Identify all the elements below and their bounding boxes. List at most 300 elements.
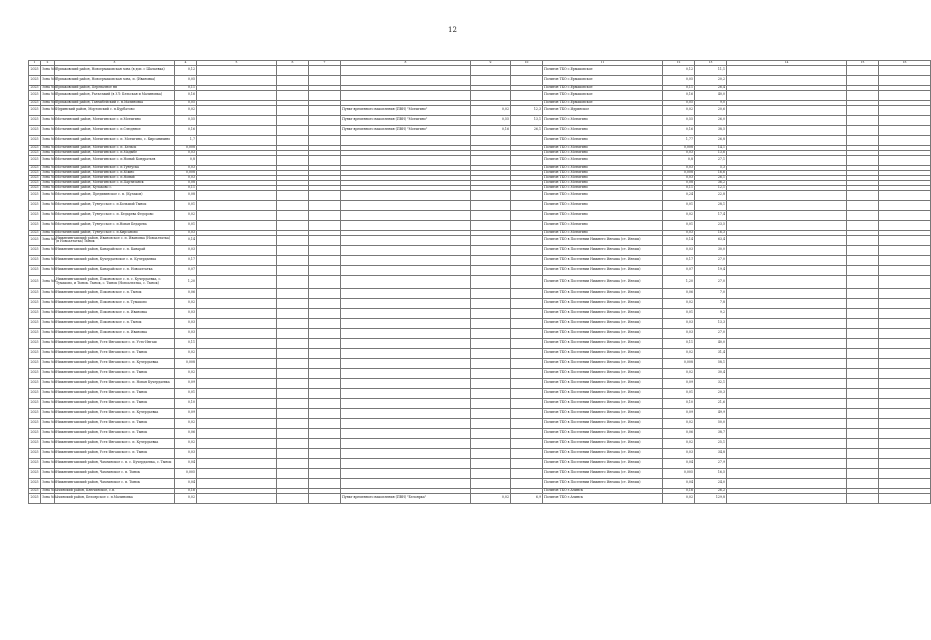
empty-cell: [197, 210, 277, 220]
table-row: [29, 428, 931, 438]
distance-cell: 14,1: [695, 145, 727, 150]
empty-cell: [847, 105, 879, 115]
final-volume-cell: 1,20: [663, 275, 695, 288]
year-cell: 2025: [30, 164, 39, 169]
empty-cell: [727, 358, 847, 368]
distance-cell: 27,0: [695, 275, 727, 288]
table-row: [29, 493, 931, 503]
year-cell: 2025: [30, 174, 39, 179]
zone-cell: Зона №8: [42, 169, 56, 174]
final-volume-cell: 0,06: [663, 428, 695, 438]
empty-cell: [309, 255, 341, 265]
volume-cell: 0,03: [175, 165, 197, 170]
distance-cell: 16,5: [695, 468, 727, 478]
final-volume-cell: 0,01: [663, 200, 695, 210]
empty-cell: [277, 235, 309, 245]
table-row: [29, 368, 931, 378]
zone-cell: Зона №8: [41, 298, 55, 308]
empty-cell: [847, 115, 879, 125]
settlement-cell: Нижнеингашский район, Усть-Ингашское с. п. Кучердаевка: [55, 358, 175, 368]
empty-cell: [879, 90, 931, 100]
empty-cell: [879, 288, 931, 298]
zone-cell: Зона №8: [41, 155, 55, 165]
interim-site-cell: [341, 378, 471, 388]
empty-cell: [847, 220, 879, 230]
empty-cell: [309, 478, 341, 488]
table-row: [29, 408, 931, 418]
page-number: 12: [448, 26, 457, 34]
interim-distance-cell: [511, 338, 543, 348]
empty-cell: [197, 388, 277, 398]
year-cell: 2025: [29, 135, 41, 145]
interim-site-cell: [341, 358, 471, 368]
table-row: [29, 378, 931, 388]
interim-distance-cell: [511, 468, 543, 478]
volume-cell: 0,55: [175, 115, 197, 125]
empty-cell: [309, 115, 341, 125]
settlement-cell: Мотыгинский район, Мотыгинское с. п. Мотыгино, с. Кирсанихино: [55, 135, 175, 145]
empty-cell: [727, 245, 847, 255]
empty-cell: [847, 265, 879, 275]
table-row: [29, 398, 931, 408]
empty-cell: [197, 478, 277, 488]
empty-cell: [277, 378, 309, 388]
empty-cell: [879, 418, 931, 428]
final-volume-cell: 0,03: [663, 245, 695, 255]
interim-volume-cell: [471, 388, 511, 398]
year-cell: 2025: [29, 318, 41, 328]
distance-cell: 24,0: [695, 478, 727, 488]
table-row: [29, 348, 931, 358]
distance-cell: 7,8: [695, 298, 727, 308]
year-cell: 2025: [29, 235, 41, 245]
interim-site-cell: [341, 398, 471, 408]
empty-cell: [277, 105, 309, 115]
distance-cell: 11,1: [695, 65, 727, 75]
destination-cell: Полигон ТБО с.Мотыгино: [543, 230, 663, 235]
year-cell: 2025: [29, 378, 41, 388]
zone-cell: Зона №8: [41, 493, 55, 503]
empty-cell: [879, 75, 931, 85]
empty-cell: [847, 358, 879, 368]
interim-volume-cell: [471, 190, 511, 200]
interim-volume-cell: [471, 448, 511, 458]
destination-cell: Полигон ТБО в Поселении Нижнего Ингаша (ст. Ингаш): [543, 328, 663, 338]
zone-cell: Зона №8: [41, 115, 55, 125]
empty-cell: [879, 493, 931, 503]
year-cell: 2025: [29, 458, 41, 468]
empty-cell: [309, 398, 341, 408]
distance-cell: 20,3: [695, 388, 727, 398]
empty-cell: [727, 448, 847, 458]
empty-cell: [879, 398, 931, 408]
zone-cell: Зона №8: [41, 125, 55, 135]
interim-distance-cell: [511, 75, 543, 85]
settlement-cell: Нижнеингашский район, Ивановское с. п. Ивановка (Новоалтатка) (в Новоалтатка) Тынок: [55, 235, 175, 245]
zone-cell: Зона №8: [41, 318, 55, 328]
final-volume-cell: 0,02: [663, 438, 695, 448]
settlement-cell: Нижнеингашский район, Усть-Ингашское с. п. Тынок: [55, 428, 175, 438]
year-cell: 2025: [29, 308, 41, 318]
distance-cell: 21,6: [695, 398, 727, 408]
column-number: 16: [879, 61, 931, 66]
interim-volume-cell: [471, 210, 511, 220]
destination-cell: Полигон ТБО в Поселении Нижнего Ингаша (ст. Ингаш): [543, 458, 663, 468]
settlement-cell: Идринский район, Мортовский с. п.Курбатово: [55, 105, 175, 115]
empty-cell: [309, 265, 341, 275]
final-volume-cell: 0,02: [663, 298, 695, 308]
zone-cell: Зона №8: [42, 99, 56, 104]
interim-distance-cell: [511, 155, 543, 165]
settlement-cell: Нижнеингашский район, Усть-Ингашское с. п. Кучердаевка: [55, 408, 175, 418]
empty-cell: [309, 125, 341, 135]
year-cell: 2025: [29, 428, 41, 438]
empty-cell: [879, 65, 931, 75]
final-volume-cell: 0,02: [663, 493, 695, 503]
empty-cell: [197, 75, 277, 85]
zone-cell: Зона №8: [42, 149, 56, 154]
interim-site-cell: Пункт временного накопления (ПВН) "Мотыгино": [341, 125, 471, 135]
empty-cell: [727, 368, 847, 378]
final-volume-cell: 0,03: [663, 150, 695, 155]
empty-cell: [727, 115, 847, 125]
volume-cell: 0,17: [175, 255, 197, 265]
final-volume-cell: 0,11: [663, 338, 695, 348]
empty-cell: [847, 75, 879, 85]
zone-cell: Зона №8: [41, 255, 55, 265]
year-cell: 2025: [29, 298, 41, 308]
empty-cell: [309, 338, 341, 348]
empty-cell: [277, 328, 309, 338]
final-volume-cell: 0,02: [663, 418, 695, 428]
empty-cell: [277, 135, 309, 145]
column-number: 14: [727, 61, 847, 66]
zone-cell: Зона №8: [41, 90, 55, 100]
table-row: [29, 288, 931, 298]
distance-cell: 13,6: [695, 150, 727, 155]
volume-cell: 0,05: [175, 75, 197, 85]
interim-distance-cell: [511, 448, 543, 458]
final-volume-cell: 0,17: [663, 255, 695, 265]
final-volume-cell: 0,07: [663, 265, 695, 275]
zone-cell: Зона №8: [42, 84, 56, 89]
empty-cell: [879, 220, 931, 230]
empty-cell: [277, 448, 309, 458]
interim-site-cell: Пункт временного накопления (ПВН) "Белоярка": [341, 493, 471, 503]
destination-cell: Полигон ТБО с.Мотыгино: [543, 145, 663, 150]
empty-cell: [277, 210, 309, 220]
zone-cell: Зона №8: [41, 458, 55, 468]
year-cell: 2025: [30, 184, 39, 189]
distance-cell: 7,0: [695, 288, 727, 298]
final-volume-cell: 0,10: [663, 398, 695, 408]
interim-site-cell: [341, 155, 471, 165]
distance-cell: 32,1: [695, 378, 727, 388]
destination-cell: Полигон ТБО с.Мотыгино: [543, 190, 663, 200]
final-volume-cell: 0,01: [663, 388, 695, 398]
final-volume-cell: 0,05: [663, 75, 695, 85]
empty-cell: [197, 418, 277, 428]
empty-cell: [309, 155, 341, 165]
final-volume-cell: 0,02: [663, 348, 695, 358]
volume-cell: 0,01: [175, 388, 197, 398]
final-volume-cell: 0,005: [663, 468, 695, 478]
table-row: [29, 338, 931, 348]
destination-cell: Полигон ТБО с.Идринское: [543, 105, 663, 115]
settlement-cell: Мотыгинский район, Мотыгинское с. п.Южно: [55, 170, 175, 175]
zone-cell: Зона №8: [41, 478, 55, 488]
empty-cell: [879, 328, 931, 338]
volume-cell: 0,03: [175, 308, 197, 318]
empty-cell: [847, 235, 879, 245]
empty-cell: [847, 255, 879, 265]
interim-volume-cell: [471, 378, 511, 388]
destination-cell: Полигон ТБО в Поселении Нижнего Ингаша (ст. Ингаш): [543, 338, 663, 348]
volume-cell: 0,8: [175, 155, 197, 165]
table-row: [29, 358, 931, 368]
volume-cell: 0,02: [175, 368, 197, 378]
volume-cell: 0,02: [175, 438, 197, 448]
volume-cell: 0,11: [175, 85, 197, 90]
settlement-cell: Мотыгинский район, Тунгусское с. п.Кирсаново: [55, 230, 175, 235]
empty-cell: [277, 318, 309, 328]
empty-cell: [879, 408, 931, 418]
distance-cell: 30,4: [695, 368, 727, 378]
year-cell: 2025: [29, 220, 41, 230]
empty-cell: [727, 493, 847, 503]
final-volume-cell: 0,01: [663, 220, 695, 230]
table-row: [29, 75, 931, 85]
empty-cell: [727, 65, 847, 75]
settlement-cell: Мотыгинский район, Кулаково с.: [55, 185, 175, 190]
volume-cell: 0,03: [175, 328, 197, 338]
zone-cell: Зона №8: [42, 184, 56, 189]
empty-cell: [847, 190, 879, 200]
distance-cell: 16,3: [695, 230, 727, 235]
interim-volume-cell: [471, 428, 511, 438]
final-volume-cell: 0,16: [663, 488, 695, 493]
table-row: [29, 468, 931, 478]
volume-cell: 0,04: [175, 458, 197, 468]
destination-cell: Полигон ТБО с.Мотыгино: [543, 170, 663, 175]
interim-volume-cell: [471, 298, 511, 308]
interim-site-cell: [341, 448, 471, 458]
destination-cell: Полигон ТБО с.Мотыгино: [543, 180, 663, 185]
volume-cell: 0,02: [175, 418, 197, 428]
empty-cell: [727, 235, 847, 245]
empty-cell: [879, 318, 931, 328]
empty-cell: [277, 478, 309, 488]
destination-cell: Полигон ТБО с.Ермаковское: [543, 65, 663, 75]
table-row: [29, 125, 931, 135]
interim-volume-cell: [471, 318, 511, 328]
distance-cell: 49,9: [695, 408, 727, 418]
empty-cell: [197, 105, 277, 115]
distance-cell: 25,1: [695, 438, 727, 448]
zone-cell: Зона №8: [42, 487, 56, 492]
interim-site-cell: [341, 255, 471, 265]
destination-cell: Полигон ТБО с.Мотыгино: [543, 115, 663, 125]
empty-cell: [309, 378, 341, 388]
empty-cell: [277, 255, 309, 265]
empty-cell: [277, 288, 309, 298]
interim-distance-cell: [511, 408, 543, 418]
empty-cell: [197, 328, 277, 338]
interim-distance-cell: [511, 388, 543, 398]
empty-cell: [309, 135, 341, 145]
final-volume-cell: 0,8: [663, 155, 695, 165]
empty-cell: [879, 368, 931, 378]
interim-distance-cell: [511, 245, 543, 255]
empty-cell: [847, 458, 879, 468]
interim-distance-cell: [511, 235, 543, 245]
destination-cell: Полигон ТБО в Поселении Нижнего Ингаша (ст. Ингаш): [543, 368, 663, 378]
column-number: 3: [55, 61, 175, 66]
column-number: 8: [341, 61, 471, 66]
destination-cell: Полигон ТБО в Поселении Нижнего Ингаша (ст. Ингаш): [543, 358, 663, 368]
empty-cell: [309, 408, 341, 418]
column-number: 1: [29, 61, 41, 66]
empty-cell: [879, 378, 931, 388]
settlement-cell: Мотыгинский район, Тунгусское с. п.Большой Тынок: [55, 200, 175, 210]
settlement-cell: Нижнеингашский район, Поконовское с. п. Ивановка: [55, 308, 175, 318]
interim-site-cell: [341, 288, 471, 298]
empty-cell: [309, 328, 341, 338]
empty-cell: [847, 245, 879, 255]
destination-cell: Полигон ТБО в Поселении Нижнего Ингаша (ст. Ингаш): [543, 298, 663, 308]
empty-cell: [727, 378, 847, 388]
settlement-cell: Ермаковский район, Разъезжий (в ЗЛ: Бэльская и Малиновка): [55, 90, 175, 100]
empty-cell: [309, 358, 341, 368]
empty-cell: [847, 90, 879, 100]
zone-cell: Зона №8: [41, 348, 55, 358]
settlement-cell: Мотыгинский район, Тунгусское с. п. Бедарева Федорово: [55, 210, 175, 220]
interim-distance-cell: 26,1: [511, 125, 543, 135]
interim-distance-cell: [511, 378, 543, 388]
empty-cell: [879, 190, 931, 200]
zone-cell: Зона №8: [41, 368, 55, 378]
column-number: 13: [695, 61, 727, 66]
empty-cell: [879, 210, 931, 220]
interim-site-cell: [341, 478, 471, 488]
zone-cell: Зона №8: [41, 235, 55, 245]
empty-cell: [879, 298, 931, 308]
empty-cell: [277, 458, 309, 468]
interim-distance-cell: [511, 65, 543, 75]
empty-cell: [309, 493, 341, 503]
empty-cell: [277, 418, 309, 428]
final-volume-cell: 0,11: [663, 85, 695, 90]
zone-cell: Зона №8: [41, 190, 55, 200]
year-cell: 2025: [29, 358, 41, 368]
empty-cell: [309, 200, 341, 210]
empty-cell: [847, 438, 879, 448]
year-cell: 2025: [29, 493, 41, 503]
empty-cell: [309, 210, 341, 220]
empty-cell: [847, 318, 879, 328]
interim-site-cell: [341, 368, 471, 378]
year-cell: 2025: [29, 275, 41, 288]
empty-cell: [727, 265, 847, 275]
empty-cell: [197, 468, 277, 478]
column-number: 10: [511, 61, 543, 66]
empty-cell: [879, 428, 931, 438]
empty-cell: [309, 458, 341, 468]
volume-cell: 0,03: [175, 230, 197, 235]
empty-cell: [879, 245, 931, 255]
empty-cell: [847, 408, 879, 418]
empty-cell: [847, 348, 879, 358]
distance-cell: 31,4: [695, 348, 727, 358]
settlement-cell: Нижнеингашский район, Усть-Ингашское с. п. Тынок: [55, 398, 175, 408]
destination-cell: Полигон ТБО с.Мотыгино: [543, 175, 663, 180]
table-row: [29, 438, 931, 448]
interim-volume-cell: [471, 288, 511, 298]
settlement-cell: Нижнеингашский район, Усть-Ингашское с. п. Тынок: [55, 368, 175, 378]
empty-cell: [197, 493, 277, 503]
interim-site-cell: [341, 190, 471, 200]
interim-site-cell: [341, 75, 471, 85]
interim-distance-cell: [511, 398, 543, 408]
empty-cell: [847, 135, 879, 145]
zone-cell: Зона №8: [41, 358, 55, 368]
year-cell: 2025: [29, 418, 41, 428]
year-cell: 2025: [29, 438, 41, 448]
interim-site-cell: [341, 348, 471, 358]
empty-cell: [727, 75, 847, 85]
table-row: [29, 105, 931, 115]
interim-volume-cell: [471, 348, 511, 358]
year-cell: 2025: [29, 190, 41, 200]
interim-volume-cell: [471, 155, 511, 165]
empty-cell: [879, 308, 931, 318]
volume-cell: 0,08: [175, 190, 197, 200]
distance-cell: 26,8: [695, 135, 727, 145]
destination-cell: Полигон ТБО с.Ермаковское: [543, 100, 663, 105]
empty-cell: [879, 265, 931, 275]
year-cell: 2025: [29, 265, 41, 275]
empty-cell: [879, 275, 931, 288]
empty-cell: [727, 408, 847, 418]
settlement-cell: Ачинский район, Белоярское с. п.Малиновка: [55, 493, 175, 503]
zone-cell: Зона №8: [41, 448, 55, 458]
settlement-cell: Нижнеингашский район, Кучердаевское с. п. Кучердаевка: [55, 255, 175, 265]
table-row: [29, 235, 931, 245]
empty-cell: [309, 348, 341, 358]
destination-cell: Полигон ТБО в Поселении Нижнего Ингаша (ст. Ингаш): [543, 438, 663, 448]
final-volume-cell: 0,09: [663, 408, 695, 418]
empty-cell: [879, 388, 931, 398]
final-volume-cell: 0,24: [663, 190, 695, 200]
empty-cell: [879, 255, 931, 265]
column-number: 2: [41, 61, 55, 66]
final-volume-cell: 0,03: [663, 448, 695, 458]
year-cell: 2025: [29, 90, 41, 100]
empty-cell: [309, 448, 341, 458]
empty-cell: [847, 493, 879, 503]
year-cell: 2025: [30, 169, 39, 174]
destination-cell: Полигон ТБО в Поселении Нижнего Ингаша (ст. Ингаш): [543, 348, 663, 358]
interim-volume-cell: [471, 65, 511, 75]
column-number: 12: [663, 61, 695, 66]
year-cell: 2025: [30, 99, 39, 104]
zone-cell: Зона №8: [42, 174, 56, 179]
empty-cell: [847, 468, 879, 478]
empty-cell: [309, 75, 341, 85]
interim-distance-cell: 12,3: [511, 105, 543, 115]
zone-cell: Зона №8: [41, 275, 55, 288]
empty-cell: [277, 220, 309, 230]
